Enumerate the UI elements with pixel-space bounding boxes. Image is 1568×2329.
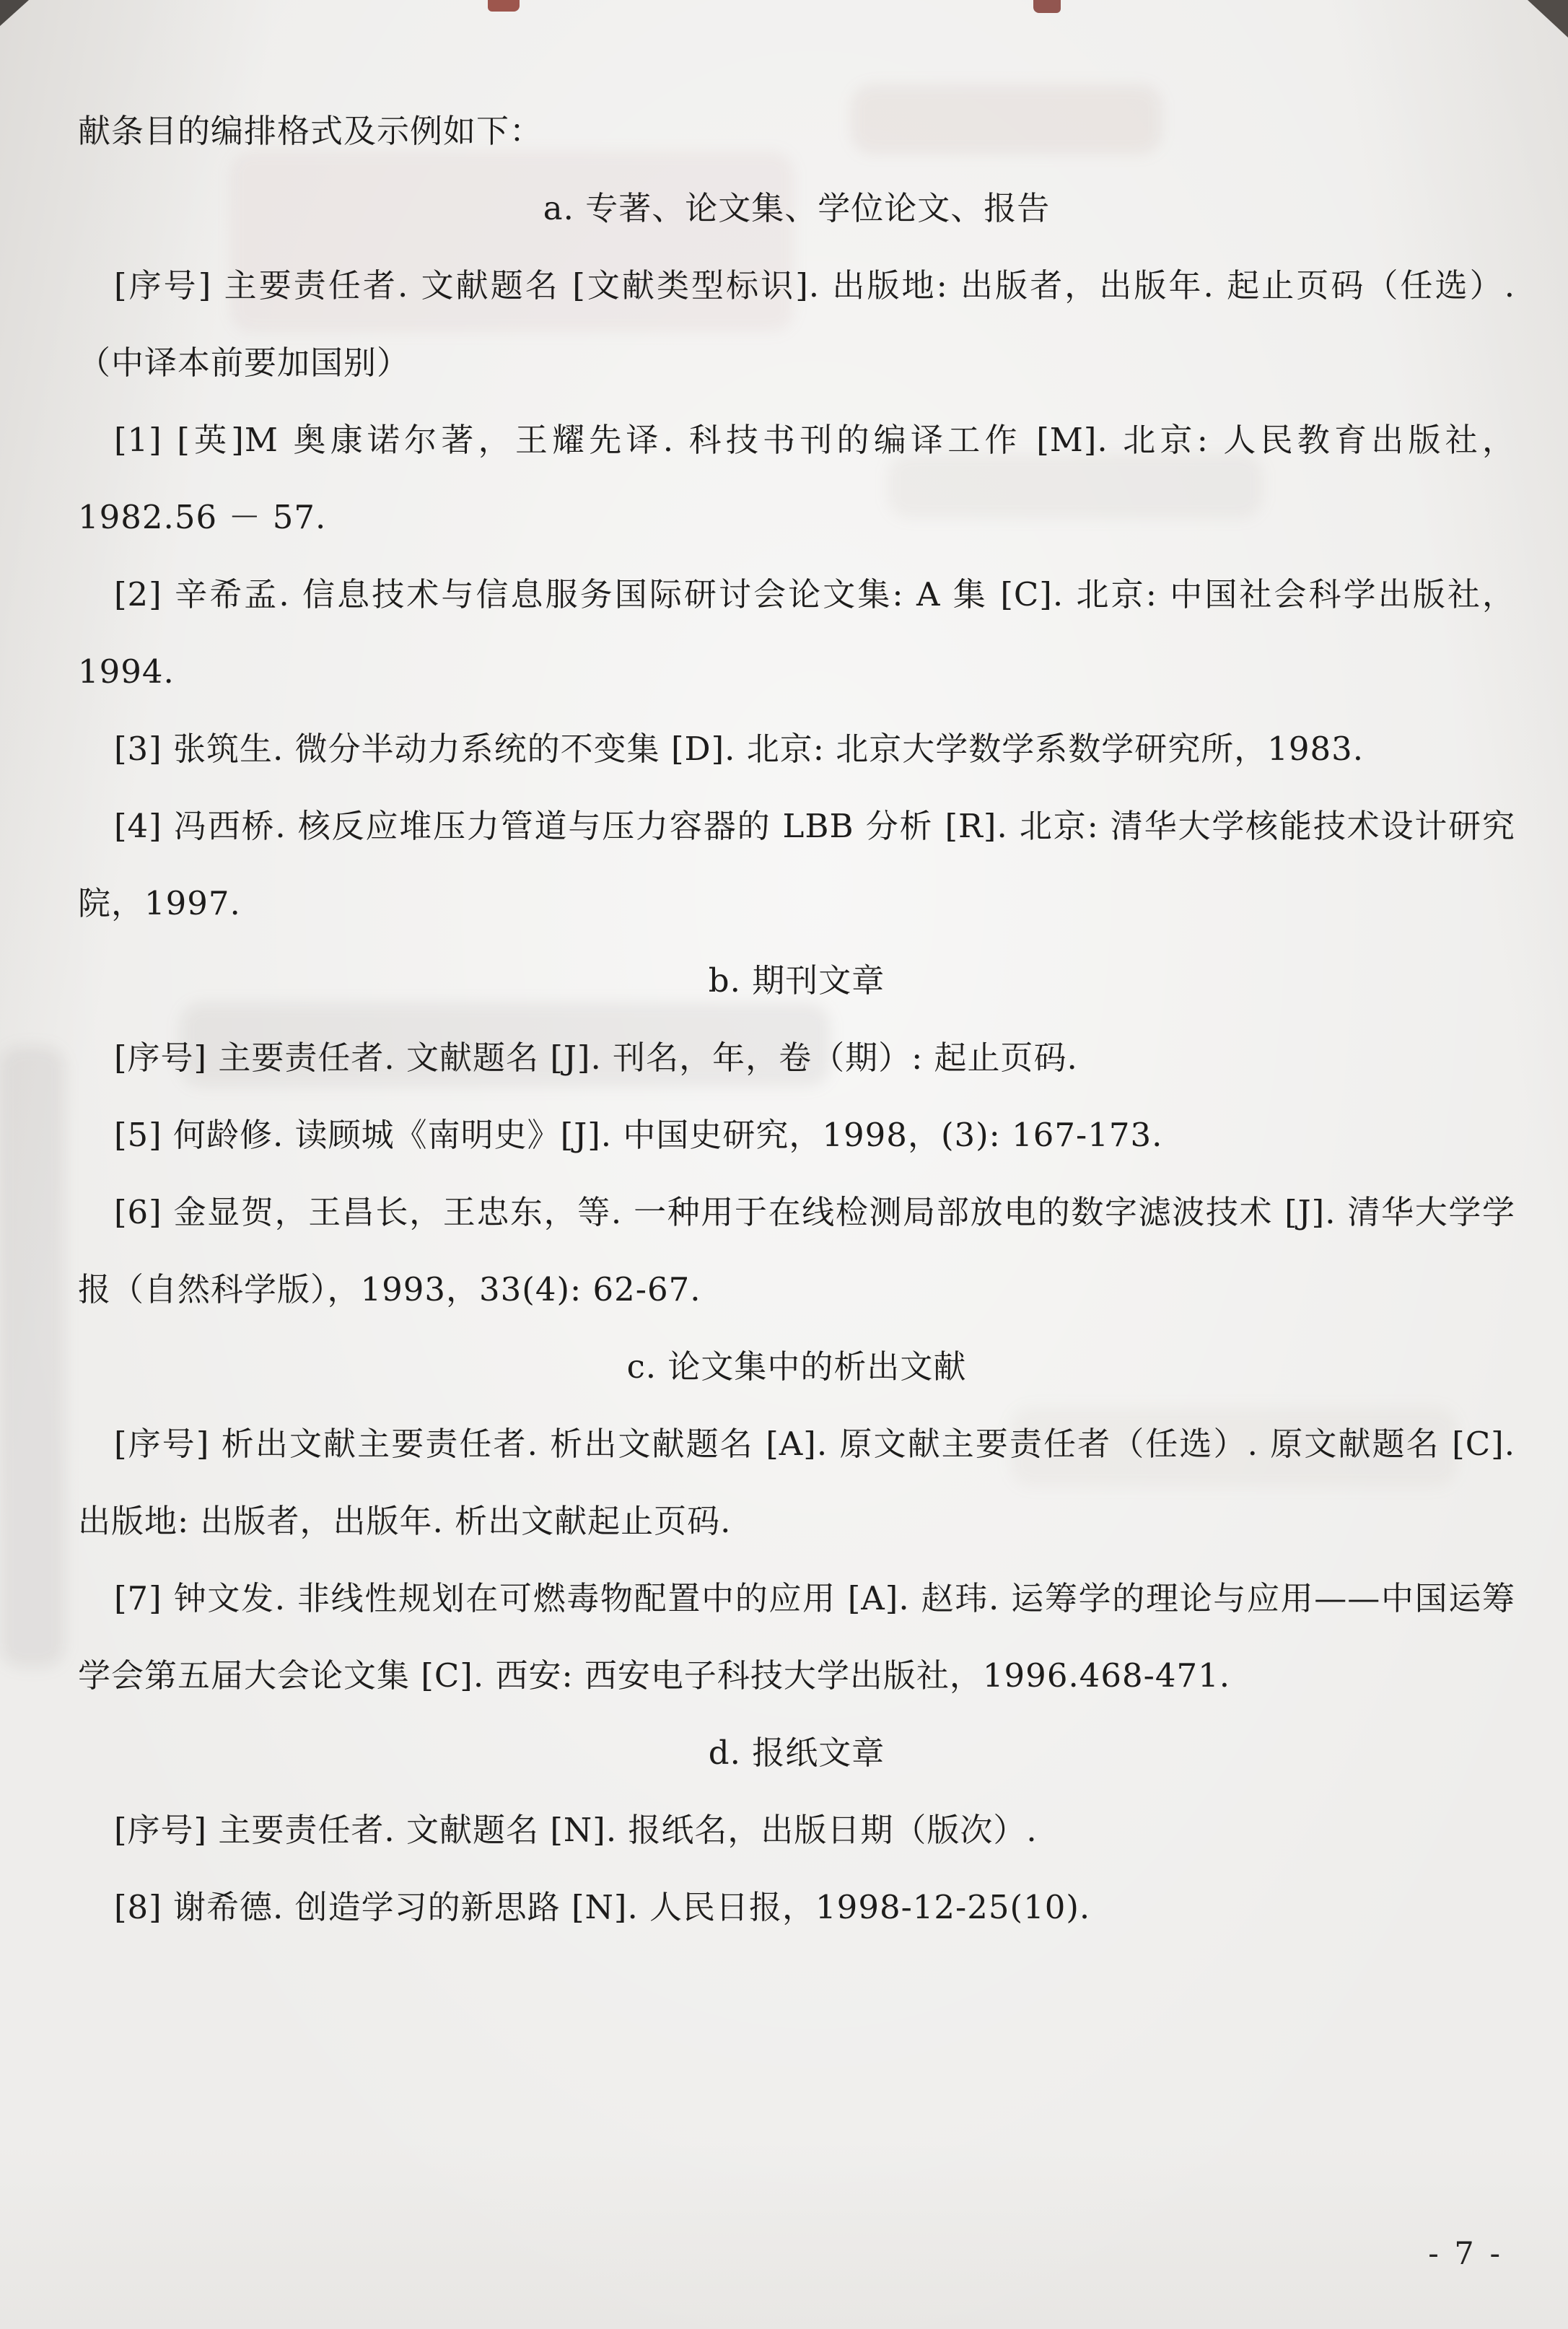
reference-entry-8: [8] 谢希德. 创造学习的新思路 [N]. 人民日报，1998-12-25(10). [114,1888,1091,1926]
reference-entry-4: [4] 冯西桥. 核反应堆压力管道与压力容器的 LBB 分析 [R]. 北京: 清华大学核能技术设计研究院，1997. [78,807,1515,922]
scan-artifact-top-mark [1033,0,1061,13]
reference-entry-7: [7] 钟文发. 非线性规划在可燃毒物配置中的应用 [A]. 赵玮. 运筹学的理论与应用——中国运筹学会第五届大会论文集 [C]. 西安: 西安电子科技大学出版社，1996.468-471. [78,1579,1515,1695]
format-rule-newspaper: [序号] 主要责任者. 文献题名 [N]. 报纸名，出版日期（版次）. [114,1811,1038,1849]
section-heading-c: c. 论文集中的析出文献 [626,1347,967,1386]
format-rule-journal: [序号] 主要责任者. 文献题名 [J]. 刊名，年，卷（期）: 起止页码. [114,1039,1078,1077]
reference-entry-2: [2] 辛希孟. 信息技术与信息服务国际研讨会论文集: A 集 [C]. 北京: 中国社会科学出版社，1994. [78,575,1515,691]
reference-entry-1: [1] [英]M 奥康诺尔著，王耀先译. 科技书刊的编译工作 [M]. 北京: 人民教育出版社，1982.56 － 57. [78,421,1515,536]
format-rule-monograph: [序号] 主要责任者. 文献题名 [文献类型标识]. 出版地: 出版者，出版年. 起止页码（任选）.（中译本前要加国别） [78,266,1515,382]
scan-artifact-top-mark [488,0,520,12]
section-heading-d: d. 报纸文章 [708,1734,885,1772]
scan-artifact-top-right-corner [1528,0,1568,38]
page-number: - 7 - [1428,2236,1503,2272]
reference-entry-6: [6] 金显贺，王昌长，王忠东，等. 一种用于在线检测局部放电的数字滤波技术 [J]. 清华大学学报（自然科学版），1993，33(4): 62-67. [78,1193,1515,1308]
reference-entry-5: [5] 何龄修. 读顾城《南明史》[J]. 中国史研究，1998，(3): 167-173. [114,1116,1163,1154]
intro-continuation-line: 献条目的编排格式及示例如下： [78,112,543,150]
reference-entry-3: [3] 张筑生. 微分半动力系统的不变集 [D]. 北京: 北京大学数学系数学研究所，1983. [114,730,1365,768]
scan-artifact-top-left-corner [0,0,29,26]
section-heading-b: b. 期刊文章 [708,961,885,1000]
document-text-block [78,92,1515,1946]
format-rule-proceedings: [序号] 析出文献主要责任者. 析出文献题名 [A]. 原文献主要责任者（任选）. 原文献题名 [C]. 出版地: 出版者，出版年. 析出文献起止页码. [78,1425,1515,1540]
section-heading-a: a. 专著、论文集、学位论文、报告 [543,189,1051,227]
bleed-through-artifact [0,1046,65,1667]
